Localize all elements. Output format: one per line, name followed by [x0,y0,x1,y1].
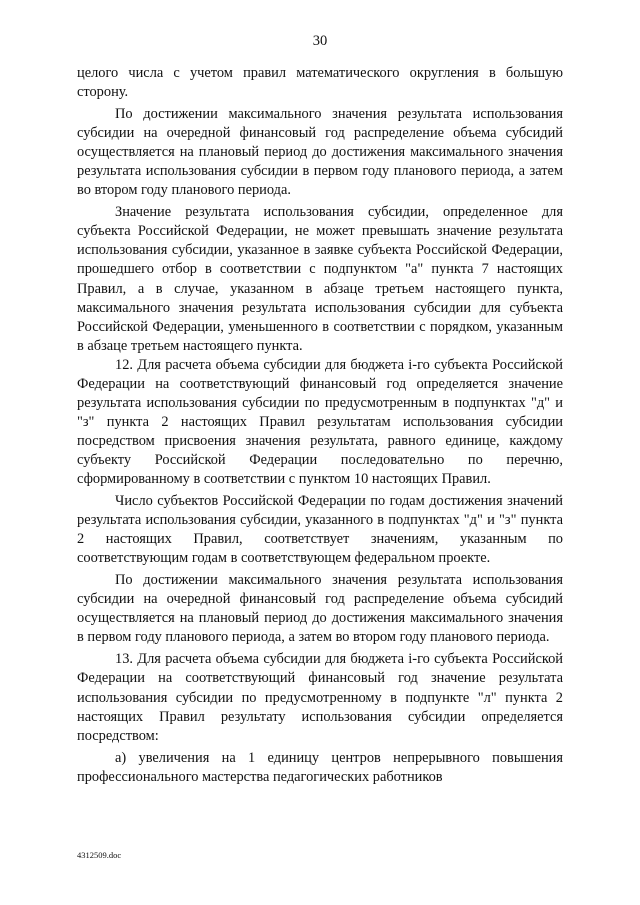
paragraph-item-12: 12. Для расчета объема субсидии для бюджета i-го субъекта Российской Федерации на соответствующий финансовый год определяется значение результата использования субсидии по предусмотренным в подпунктах "д" и "з" пункта 2 настоящих Правил результатам использования субсидии посредством присвоения значения результата, равного единице, каждому субъекту Российской Федерации последовательно по перечню, сформированному в соответствии с пунктом 10 настоящих Правил. [77,356,563,487]
paragraph: По достижении максимального значения результата использования субсидии на очередной финансовый год распределение объема субсидий осуществляется на плановый период до достижения максимального значения результата использования субсидии в первом году планового периода, а затем во втором году планового периода. [77,106,563,199]
file-code: 4312509.doc [77,850,122,860]
paragraph-continuation: целого числа с учетом правил математического округления в большую сторону. [77,65,563,101]
paragraph: По достижении максимального значения результата использования субсидии на очередной финансовый год распределение объема субсидий осуществляется на плановый период до достижения максимального значения в первом году планового периода, а затем во втором году планового периода. [77,572,563,646]
paragraph-item-13: 13. Для расчета объема субсидии для бюджета i-го субъекта Российской Федерации на соответствующий финансовый год значение результата использования субсидии по предусмотренному в подпункте "л" пункта 2 настоящих Правил результату использования субсидии определяется посредством: [77,651,563,744]
document-body [77,64,563,787]
paragraph: Значение результата использования субсидии, определенное для субъекта Российской Федерации, не может превышать значение результата использования субсидии, указанное в заявке субъекта Российской Федерации, прошедшего отбор в соответствии с подпунктом "а" пункта 7 настоящих Правил, а в случае, указанном в абзаце третьем настоящего пункта, максимального значения результата использования субсидии для субъекта Российской Федерации, уменьшенного в соответствии с порядком, указанным в абзаце третьем настоящего пункта. [77,204,563,354]
paragraph: Число субъектов Российской Федерации по годам достижения значений результата использования субсидии, указанного в подпунктах "д" и "з" пункта 2 настоящих Правил, соответствует значениям, указанным по соответствующим годам в соответствующем федеральном проекте. [77,493,563,567]
paragraph-subitem-a: а) увеличения на 1 единицу центров непрерывного повышения профессионального мастерства педагогических работников [77,749,563,785]
page-number: 30 [312,33,328,49]
